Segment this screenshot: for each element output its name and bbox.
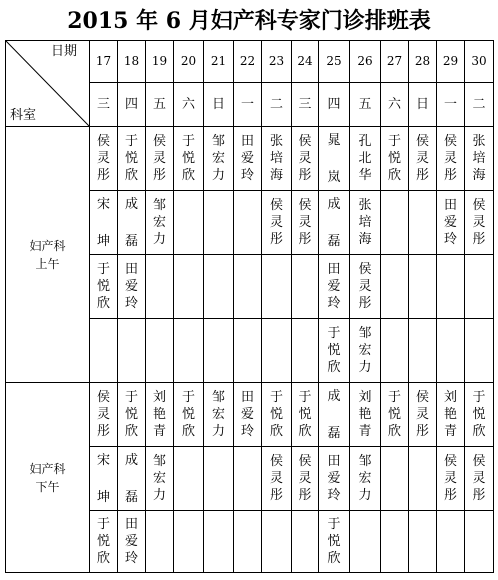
doctor-name: 于 悦 欣	[327, 517, 341, 566]
date-cell: 29	[437, 41, 465, 83]
header-corner-cell	[6, 41, 90, 127]
doctor-cell	[118, 383, 146, 447]
weekday-cell: 五	[146, 83, 174, 127]
doctor-cell	[381, 319, 409, 383]
weekday-cell: 二	[465, 83, 494, 127]
doctor-cell	[409, 127, 437, 191]
date-cell: 27	[381, 41, 409, 83]
doctor-name: 邹 宏 力	[152, 198, 166, 247]
doctor-cell	[146, 127, 174, 191]
doctor-cell	[292, 511, 319, 573]
doctor-cell	[319, 447, 350, 511]
doctor-name: 侯 灵 彤	[415, 390, 429, 439]
weekday-cell: 五	[350, 83, 381, 127]
section-time-label: 下午	[35, 479, 60, 494]
doctor-cell	[90, 127, 118, 191]
doctor-cell	[262, 383, 292, 447]
date-header-label: 日期	[50, 44, 77, 59]
doctor-cell	[262, 511, 292, 573]
date-cell: 28	[409, 41, 437, 83]
page-title: 2015 年 6 月妇产科专家门诊排班表	[67, 8, 431, 34]
doctor-cell	[409, 191, 437, 255]
doctor-name: 于 悦 欣	[298, 390, 312, 439]
doctor-name: 于 悦 欣	[124, 134, 138, 183]
doctor-name: 邹 宏 力	[152, 454, 166, 503]
doctor-cell	[381, 383, 409, 447]
doctor-name: 宋 坤	[96, 452, 110, 505]
weekday-cell: 日	[409, 83, 437, 127]
doctor-cell	[262, 319, 292, 383]
doctor-cell	[118, 127, 146, 191]
doctor-name: 孔 北 华	[358, 134, 372, 183]
doctor-cell	[174, 319, 204, 383]
doctor-cell	[234, 255, 262, 319]
date-cell: 25	[319, 41, 350, 83]
doctor-cell	[204, 511, 234, 573]
doctor-name: 田 爱 玲	[240, 134, 254, 183]
doctor-name: 于 悦 欣	[124, 390, 138, 439]
doctor-name: 邹 宏 力	[358, 454, 372, 503]
doctor-cell	[437, 447, 465, 511]
doctor-cell	[234, 447, 262, 511]
doctor-name: 刘 艳 青	[358, 390, 372, 439]
doctor-cell	[204, 191, 234, 255]
doctor-cell	[90, 447, 118, 511]
doctor-cell	[174, 447, 204, 511]
doctor-name: 于 悦 欣	[472, 390, 486, 439]
doctor-cell	[90, 383, 118, 447]
doctor-cell	[465, 127, 494, 191]
date-cell: 17	[90, 41, 118, 83]
doctor-cell	[174, 255, 204, 319]
doctor-name: 田 爱 玲	[327, 454, 341, 503]
doctor-name: 侯 灵 彤	[298, 454, 312, 503]
doctor-cell	[319, 255, 350, 319]
doctor-cell	[204, 319, 234, 383]
doctor-name: 侯 灵 彤	[298, 198, 312, 247]
doctor-cell	[146, 319, 174, 383]
doctor-cell	[381, 511, 409, 573]
doctor-cell	[262, 447, 292, 511]
date-cell: 26	[350, 41, 381, 83]
doctor-name: 侯 灵 彤	[472, 454, 486, 503]
section-label-cell	[6, 127, 90, 383]
doctor-name: 田 爱 玲	[240, 390, 254, 439]
doctor-name: 侯 灵 彤	[269, 198, 283, 247]
doctor-cell	[465, 319, 494, 383]
doctor-cell	[292, 319, 319, 383]
doctor-cell	[234, 319, 262, 383]
doctor-name: 邹 宏 力	[358, 326, 372, 375]
schedule-row	[6, 127, 494, 191]
doctor-name: 于 悦 欣	[269, 390, 283, 439]
doctor-cell	[118, 319, 146, 383]
date-cell: 21	[204, 41, 234, 83]
doctor-name: 于 悦 欣	[387, 390, 401, 439]
doctor-name: 成 磊	[124, 452, 138, 505]
doctor-cell	[118, 191, 146, 255]
doctor-cell	[465, 511, 494, 573]
date-cell: 20	[174, 41, 204, 83]
date-cell: 23	[262, 41, 292, 83]
doctor-cell	[292, 255, 319, 319]
doctor-cell	[465, 255, 494, 319]
doctor-name: 田 爱 玲	[124, 517, 138, 566]
department-header-label: 科室	[10, 108, 37, 123]
weekday-cell: 四	[319, 83, 350, 127]
doctor-cell	[319, 511, 350, 573]
doctor-cell	[381, 447, 409, 511]
doctor-cell	[204, 127, 234, 191]
doctor-name: 侯 灵 彤	[472, 198, 486, 247]
date-cell: 19	[146, 41, 174, 83]
doctor-cell	[319, 127, 350, 191]
doctor-cell	[174, 511, 204, 573]
doctor-cell	[174, 127, 204, 191]
doctor-name: 于 悦 欣	[96, 262, 110, 311]
doctor-cell	[437, 511, 465, 573]
doctor-name: 邹 宏 力	[211, 390, 225, 439]
doctor-cell	[437, 127, 465, 191]
doctor-name: 成 磊	[327, 388, 341, 441]
doctor-cell	[381, 191, 409, 255]
doctor-cell	[118, 447, 146, 511]
schedule-row	[6, 383, 494, 447]
doctor-cell	[262, 191, 292, 255]
doctor-cell	[437, 319, 465, 383]
doctor-cell	[350, 127, 381, 191]
doctor-name: 张 培 海	[472, 134, 486, 183]
doctor-cell	[262, 127, 292, 191]
doctor-cell	[350, 511, 381, 573]
weekday-cell: 六	[174, 83, 204, 127]
doctor-cell	[204, 255, 234, 319]
doctor-name: 田 爱 玲	[443, 198, 457, 247]
doctor-cell	[465, 383, 494, 447]
doctor-cell	[90, 255, 118, 319]
doctor-cell	[174, 191, 204, 255]
weekday-cell: 四	[118, 83, 146, 127]
doctor-cell	[90, 191, 118, 255]
doctor-name: 邹 宏 力	[211, 134, 225, 183]
doctor-name: 刘 艳 青	[443, 390, 457, 439]
doctor-cell	[174, 383, 204, 447]
doctor-cell	[234, 511, 262, 573]
date-cell: 24	[292, 41, 319, 83]
doctor-name: 侯 灵 彤	[96, 134, 110, 183]
doctor-cell	[204, 383, 234, 447]
doctor-cell	[350, 319, 381, 383]
weekday-cell: 二	[262, 83, 292, 127]
doctor-cell	[465, 191, 494, 255]
weekday-cell: 六	[381, 83, 409, 127]
doctor-cell	[437, 255, 465, 319]
doctor-cell	[381, 255, 409, 319]
doctor-cell	[350, 191, 381, 255]
doctor-cell	[234, 127, 262, 191]
doctor-cell	[118, 255, 146, 319]
doctor-cell	[319, 319, 350, 383]
doctor-name: 张 培 海	[358, 198, 372, 247]
doctor-name: 宋 坤	[96, 196, 110, 249]
doctor-cell	[234, 383, 262, 447]
section-time-label: 上午	[35, 256, 60, 271]
doctor-name: 于 悦 欣	[327, 326, 341, 375]
doctor-name: 侯 灵 彤	[96, 390, 110, 439]
doctor-cell	[409, 255, 437, 319]
doctor-cell	[465, 447, 494, 511]
doctor-cell	[409, 447, 437, 511]
doctor-name: 刘 艳 青	[152, 390, 166, 439]
doctor-cell	[437, 383, 465, 447]
weekday-cell: 三	[292, 83, 319, 127]
doctor-name: 张 培 海	[269, 134, 283, 183]
doctor-cell	[319, 191, 350, 255]
weekday-cell: 一	[437, 83, 465, 127]
section-label-cell	[6, 383, 90, 573]
doctor-name: 侯 灵 彤	[358, 262, 372, 311]
doctor-cell	[146, 191, 174, 255]
doctor-cell	[292, 191, 319, 255]
doctor-cell	[292, 447, 319, 511]
doctor-cell	[319, 383, 350, 447]
doctor-cell	[409, 383, 437, 447]
doctor-cell	[409, 319, 437, 383]
doctor-cell	[350, 255, 381, 319]
weekday-cell: 日	[204, 83, 234, 127]
doctor-name: 成 磊	[124, 196, 138, 249]
doctor-name: 田 爱 玲	[124, 262, 138, 311]
section-dept-label: 妇产科	[29, 238, 66, 253]
doctor-cell	[262, 255, 292, 319]
doctor-cell	[146, 447, 174, 511]
weekday-cell: 三	[90, 83, 118, 127]
doctor-name: 侯 灵 彤	[415, 134, 429, 183]
doctor-cell	[292, 127, 319, 191]
doctor-cell	[204, 447, 234, 511]
schedule-table	[5, 40, 494, 573]
doctor-cell	[234, 191, 262, 255]
doctor-name: 于 悦 欣	[181, 390, 195, 439]
date-cell: 30	[465, 41, 494, 83]
date-cell: 18	[118, 41, 146, 83]
doctor-name: 成 磊	[327, 196, 341, 249]
doctor-cell	[118, 511, 146, 573]
doctor-cell	[350, 447, 381, 511]
doctor-name: 侯 灵 彤	[269, 454, 283, 503]
doctor-cell	[146, 383, 174, 447]
doctor-cell	[90, 319, 118, 383]
doctor-cell	[381, 127, 409, 191]
doctor-name: 侯 灵 彤	[298, 134, 312, 183]
doctor-name: 田 爱 玲	[327, 262, 341, 311]
doctor-cell	[292, 383, 319, 447]
date-cell: 22	[234, 41, 262, 83]
doctor-cell	[350, 383, 381, 447]
doctor-cell	[437, 191, 465, 255]
doctor-name: 晁 岚	[327, 132, 341, 185]
doctor-name: 于 悦 欣	[387, 134, 401, 183]
doctor-cell	[409, 511, 437, 573]
doctor-cell	[146, 511, 174, 573]
doctor-name: 侯 灵 彤	[152, 134, 166, 183]
doctor-cell	[90, 511, 118, 573]
doctor-name: 侯 灵 彤	[443, 454, 457, 503]
doctor-name: 于 悦 欣	[96, 517, 110, 566]
doctor-name: 侯 灵 彤	[443, 134, 457, 183]
weekday-cell: 一	[234, 83, 262, 127]
doctor-name: 于 悦 欣	[181, 134, 195, 183]
section-dept-label: 妇产科	[29, 461, 66, 476]
doctor-cell	[146, 255, 174, 319]
